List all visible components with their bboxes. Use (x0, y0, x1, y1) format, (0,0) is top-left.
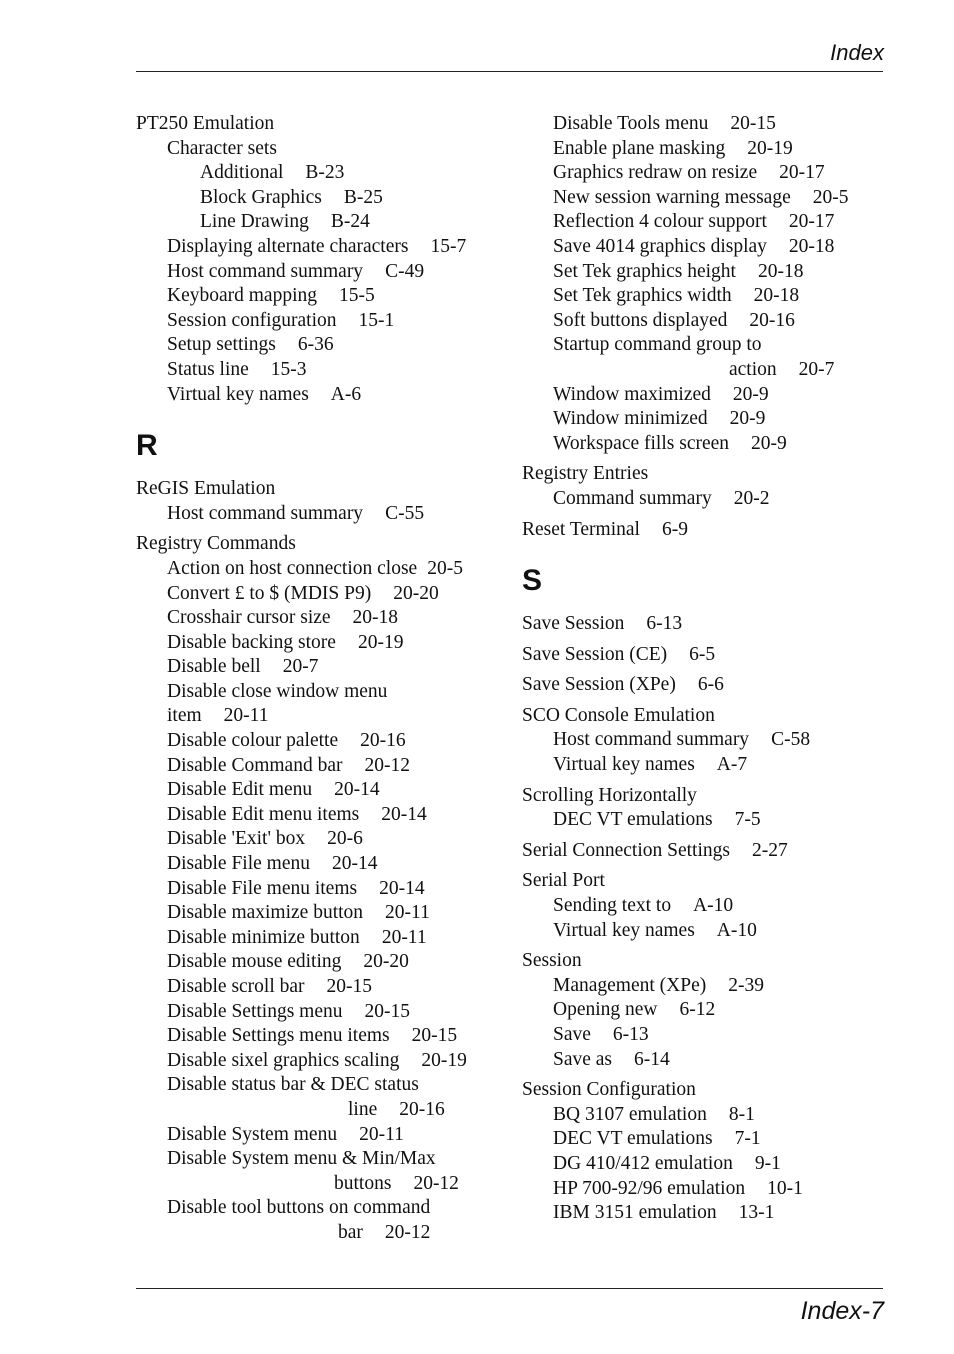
index-entry-continuation: line 20-16 (348, 1098, 445, 1120)
page-ref: A-10 (716, 919, 757, 941)
index-entry: New session warning message 20-5 (553, 186, 849, 208)
index-heading: Serial Port (522, 870, 605, 892)
index-entry: Disable minimize button 20-11 (167, 926, 427, 948)
index-heading: PT250 Emulation (136, 113, 275, 134)
page-ref: 20-2 (733, 487, 770, 509)
index-entry: Additional B-23 (200, 162, 345, 184)
index-entry: DEC VT emulations 7-1 (553, 1128, 761, 1150)
page-ref: 20-9 (729, 408, 766, 430)
page-ref: 9-1 (754, 1152, 781, 1174)
page-ref: 20-14 (331, 853, 378, 875)
page-ref: 20-19 (747, 137, 793, 159)
page-ref: 20-19 (357, 631, 404, 653)
page-ref: 6-5 (689, 643, 716, 665)
index-entry: Save as 6-14 (553, 1048, 670, 1070)
index-entry: DG 410/412 emulation 9-1 (553, 1152, 781, 1174)
page-ref: C-49 (385, 260, 425, 282)
page-header-title: Index (830, 40, 884, 65)
page-ref: 20-12 (413, 1172, 459, 1194)
index-entry: Enable plane masking 20-19 (553, 137, 793, 159)
index-heading: Save Session 6-13 (522, 613, 683, 635)
page-ref: 20-17 (788, 211, 835, 233)
index-entry: Disable Settings menu items 20-15 (167, 1025, 458, 1047)
page-ref: 20-11 (359, 1123, 404, 1145)
index-entry: Disable System menu & Min/Max (167, 1148, 436, 1170)
index-entry: Block Graphics B-25 (200, 186, 383, 208)
page-ref: 20-12 (364, 754, 410, 776)
index-heading: Save Session (XPe) 6-6 (522, 674, 724, 696)
index-entry: Disable Settings menu 20-15 (167, 1000, 410, 1022)
index-entry: Disable sixel graphics scaling 20-19 (167, 1049, 467, 1071)
footer-page-number: Index-7 (800, 1297, 884, 1325)
index-entry: Disable Edit menu items 20-14 (167, 803, 427, 825)
page-ref: 20-18 (757, 260, 804, 282)
page-ref: 7-1 (734, 1128, 761, 1150)
page-ref: A-6 (330, 383, 362, 405)
index-entry: Convert £ to $ (MDIS P9) 20-20 (167, 582, 439, 604)
header-rule (136, 71, 883, 72)
footer-rule (136, 1288, 883, 1289)
page-ref: 20-5 (812, 186, 849, 208)
page-ref: A-7 (716, 754, 748, 776)
page-ref: 20-16 (749, 309, 795, 331)
index-entry: Crosshair cursor size 20-18 (167, 607, 399, 629)
page-ref: 6-6 (697, 674, 724, 696)
page-ref: 20-6 (327, 828, 363, 850)
index-entry: Startup command group to (553, 334, 762, 356)
index-entry: Setup settings 6-36 (167, 334, 334, 356)
index-entry: Disable Command bar 20-12 (167, 754, 410, 776)
page-ref: A-10 (693, 895, 734, 917)
page-ref: 15-5 (339, 285, 375, 307)
index-entry: Host command summary C-58 (553, 729, 811, 751)
page-ref: C-58 (771, 729, 811, 751)
index-heading: Scrolling Horizontally (522, 784, 697, 806)
index-entry: Set Tek graphics height 20-18 (553, 260, 804, 282)
index-entry: Host command summary C-55 (167, 502, 425, 524)
index-entry: Disable File menu items 20-14 (167, 877, 425, 899)
page-ref: 20-15 (326, 976, 373, 997)
page-ref: 2-27 (751, 839, 788, 861)
index-entry: Disable mouse editing 20-20 (167, 951, 409, 973)
page-ref: 20-18 (788, 235, 835, 257)
index-heading: ReGIS Emulation (136, 478, 276, 500)
index-entry: Save 6-13 (553, 1024, 649, 1045)
page-ref: 6-36 (297, 334, 334, 356)
page-ref: B-25 (343, 186, 383, 208)
page-ref: 20-14 (381, 803, 427, 825)
page-ref: 20-9 (751, 432, 787, 454)
page-ref: 15-1 (358, 309, 395, 331)
index-entry-continuation: item 20-11 (167, 705, 269, 727)
page-ref: 6-14 (634, 1048, 670, 1070)
page-ref: 20-19 (421, 1049, 467, 1071)
index-entry: Set Tek graphics width 20-18 (553, 285, 800, 307)
index-heading: Save Session (CE) 6-5 (522, 643, 716, 665)
page-ref: 20-18 (352, 607, 399, 629)
index-entry: Sending text to A-10 (553, 895, 734, 917)
index-entry: Session configuration 15-1 (167, 309, 395, 331)
page-ref: 20-12 (384, 1221, 431, 1243)
index-entry: Disable Tools menu 20-15 (553, 113, 776, 134)
page-ref: 20-15 (730, 113, 776, 134)
index-entry-continuation: action 20-7 (729, 358, 835, 380)
index-heading: SCO Console Emulation (522, 704, 715, 726)
page-ref: 2-39 (728, 974, 764, 996)
page-ref: 20-11 (385, 902, 430, 924)
page-ref: 10-1 (767, 1177, 803, 1199)
index-entry: Workspace fills screen 20-9 (553, 432, 787, 454)
index-entry: Disable System menu 20-11 (167, 1123, 404, 1145)
page-ref: 20-20 (393, 582, 439, 604)
index-entry: Host command summary C-49 (167, 260, 425, 282)
page-ref: 20-14 (334, 779, 380, 801)
index-heading: Reset Terminal 6-9 (522, 518, 688, 540)
index-entry: Disable backing store 20-19 (167, 631, 404, 653)
index-entry: Window minimized 20-9 (553, 408, 766, 430)
page-ref: 20-7 (282, 656, 319, 678)
index-entry: Virtual key names A-6 (167, 383, 362, 405)
index-entry: Disable tool buttons on command (167, 1197, 431, 1219)
page-ref: 20-18 (753, 285, 800, 307)
index-heading: Session Configuration (522, 1079, 696, 1101)
page-ref: 6-9 (661, 518, 688, 540)
index-entry-continuation: bar 20-12 (338, 1221, 431, 1243)
index-entry: Disable 'Exit' box 20-6 (167, 828, 363, 850)
index-entry: Disable maximize button 20-11 (167, 902, 430, 924)
index-heading: Session (522, 950, 582, 972)
page-ref: 20-16 (399, 1098, 445, 1120)
index-entry: HP 700-92/96 emulation 10-1 (553, 1177, 803, 1199)
index-entry: Displaying alternate characters 15-7 (167, 235, 467, 257)
index-entry: Disable scroll bar 20-15 (167, 976, 373, 997)
index-heading: Registry Entries (522, 463, 649, 485)
index-entry: Keyboard mapping 15-5 (167, 285, 375, 307)
index-entry: DEC VT emulations 7-5 (553, 809, 761, 831)
page-ref: 6-13 (646, 613, 683, 635)
index-entry-continuation: buttons 20-12 (334, 1172, 459, 1194)
page-ref: 15-7 (430, 235, 467, 257)
index-entry: Disable colour palette 20-16 (167, 730, 406, 752)
index-entry: Disable File menu 20-14 (167, 853, 378, 875)
page-ref: 20-11 (381, 926, 427, 948)
index-entry: Virtual key names A-10 (553, 919, 757, 941)
page-ref: 20-9 (732, 383, 769, 405)
page-ref: 8-1 (728, 1103, 755, 1125)
index-entry: Reflection 4 colour support 20-17 (553, 211, 835, 233)
page-ref: 6-13 (612, 1024, 649, 1045)
page-ref: 20-15 (411, 1025, 458, 1047)
index-entry: Action on host connection close 20-5 (167, 557, 463, 579)
page-ref: 20-11 (223, 705, 269, 727)
index-entry: Disable bell 20-7 (167, 656, 319, 678)
index-heading: Registry Commands (136, 533, 296, 555)
index-entry: Save 4014 graphics display 20-18 (553, 235, 835, 257)
index-entry: Disable status bar & DEC status (167, 1074, 419, 1096)
index-entry: Soft buttons displayed 20-16 (553, 309, 795, 331)
index-entry: Graphics redraw on resize 20-17 (553, 162, 825, 184)
index-column-left (136, 112, 506, 1246)
page-ref: 7-5 (734, 809, 761, 831)
index-entry: Status line 15-3 (167, 358, 307, 380)
index-entry: Line Drawing B-24 (200, 211, 370, 233)
page-ref: 20-5 (427, 557, 463, 579)
page-ref: 20-14 (379, 877, 425, 899)
index-entry: Window maximized 20-9 (553, 383, 769, 405)
page-ref: 20-17 (779, 162, 825, 184)
page-ref: 15-3 (270, 358, 307, 380)
index-entry: IBM 3151 emulation 13-1 (553, 1202, 775, 1224)
index-heading: Serial Connection Settings 2-27 (522, 839, 788, 861)
section-letter-s: S (522, 564, 543, 598)
page-ref: 20-15 (364, 1000, 410, 1022)
index-subheading: Character sets (167, 137, 277, 159)
page-ref: 20-16 (360, 730, 406, 752)
index-entry: Virtual key names A-7 (553, 754, 748, 776)
page-ref: B-23 (305, 162, 345, 184)
index-column-right (522, 112, 892, 1226)
index-entry: Disable close window menu (167, 680, 388, 702)
page-ref: B-24 (330, 211, 370, 233)
page-ref: 20-7 (798, 358, 835, 380)
section-letter-r: R (136, 429, 158, 463)
index-entry: Command summary 20-2 (553, 487, 770, 509)
page-ref: 13-1 (738, 1202, 775, 1224)
page-ref: 6-12 (679, 999, 716, 1021)
index-entry: Opening new 6-12 (553, 999, 716, 1021)
index-entry: Management (XPe) 2-39 (553, 974, 764, 996)
index-entry: Disable Edit menu 20-14 (167, 779, 380, 801)
index-entry: BQ 3107 emulation 8-1 (553, 1103, 755, 1125)
page-ref: C-55 (385, 502, 425, 524)
page-ref: 20-20 (363, 951, 409, 973)
